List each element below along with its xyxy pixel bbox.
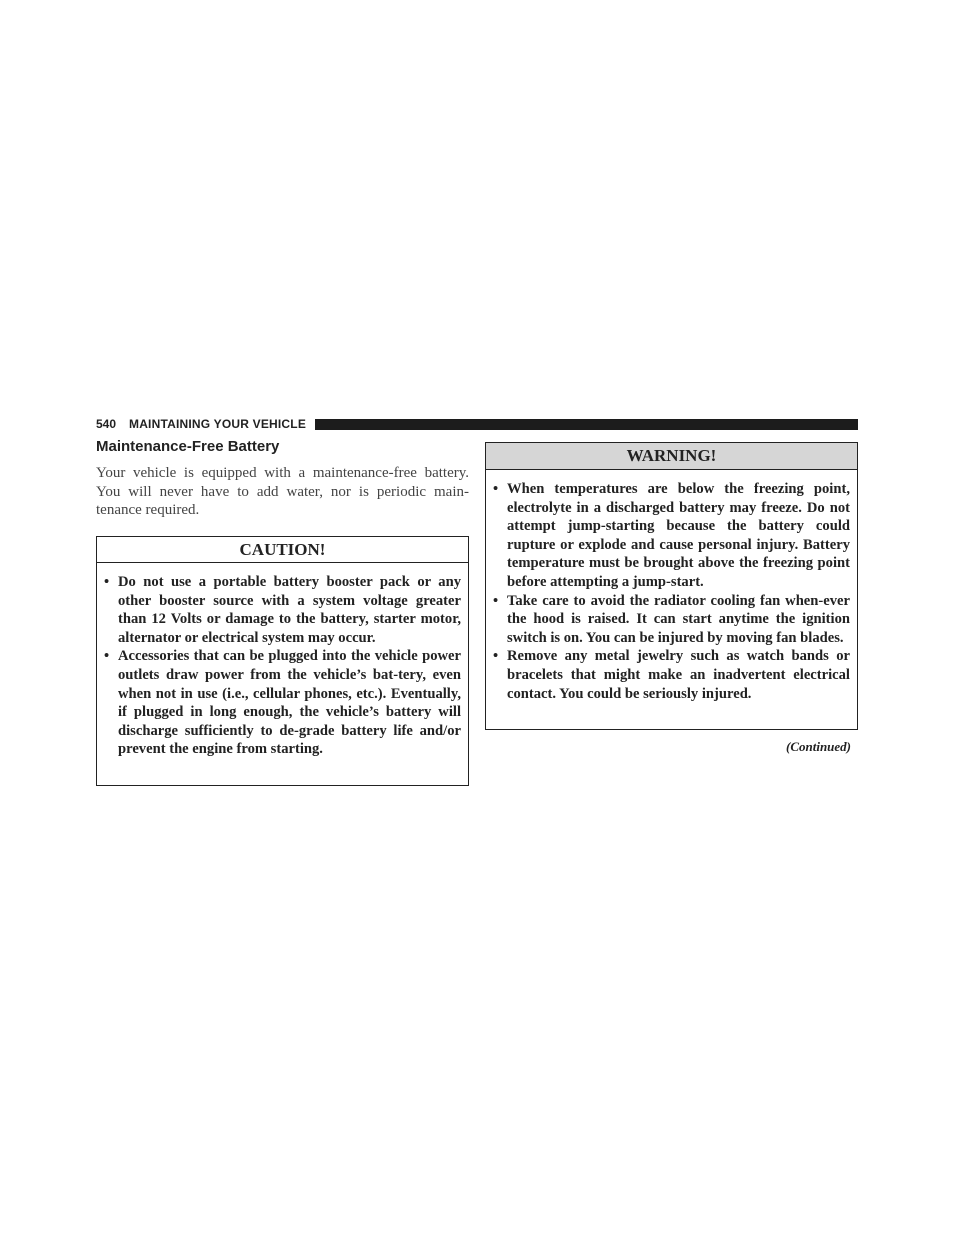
bullet-icon: • xyxy=(493,648,499,665)
page-number: 540 xyxy=(96,417,117,431)
bullet-icon: • xyxy=(493,481,499,497)
warning-item xyxy=(493,592,850,648)
caution-item xyxy=(104,647,461,759)
caution-item xyxy=(104,573,461,647)
warning-list xyxy=(493,480,850,703)
caution-title: CAUTION! xyxy=(97,537,468,563)
caution-item-text: Accessories that can be plugged into the vehicle power outlets draw power from the vehicle’s bat-tery, even when not in use (i.e., cellular phones, etc.). Eventually, if plugged in long enough, the vehicle’s battery will discharge sufficiently to de-grade battery life and/or prevent the engine from starting. xyxy=(118,648,461,758)
section-title: Maintenance-Free Battery xyxy=(96,438,280,455)
bullet-icon: • xyxy=(104,648,110,665)
warning-item-text: Remove any metal jewelry such as watch bands or bracelets that might make an inadvertent electrical contact. You could be seriously injured. xyxy=(507,648,850,702)
caution-list xyxy=(104,573,461,759)
page-header xyxy=(96,416,858,434)
continued-note: (Continued) xyxy=(785,739,851,754)
warning-item xyxy=(493,647,850,703)
caution-box xyxy=(96,536,469,786)
warning-item-text: When temperatures are below the freezing point, electrolyte in a discharged battery may freeze. Do not attempt jump-starting because the battery could rupture or explode and cause personal injury. Battery temperature must be brought above the freezing point before attempting a jump-start. xyxy=(507,481,850,590)
header-rule-bar xyxy=(315,419,858,430)
intro-paragraph: Your vehicle is equipped with a maintenance-free battery. You will never have to add water, nor is periodic main-tenance required. xyxy=(96,465,469,518)
warning-item xyxy=(493,480,850,592)
warning-box xyxy=(485,442,858,730)
warning-title: WARNING! xyxy=(486,443,857,470)
bullet-icon: • xyxy=(104,574,110,590)
caution-item-text: Do not use a portable battery booster pack or any other booster source with a system voltage greater than 12 Volts or damage to the battery, starter motor, alternator or electrical system may occur. xyxy=(118,574,461,646)
warning-item-text: Take care to avoid the radiator cooling fan when-ever the hood is raised. It can start anytime the ignition switch is on. You can be injured by moving fan blades. xyxy=(507,592,850,646)
running-header-title: MAINTAINING YOUR VEHICLE xyxy=(129,417,307,431)
bullet-icon: • xyxy=(493,592,499,609)
